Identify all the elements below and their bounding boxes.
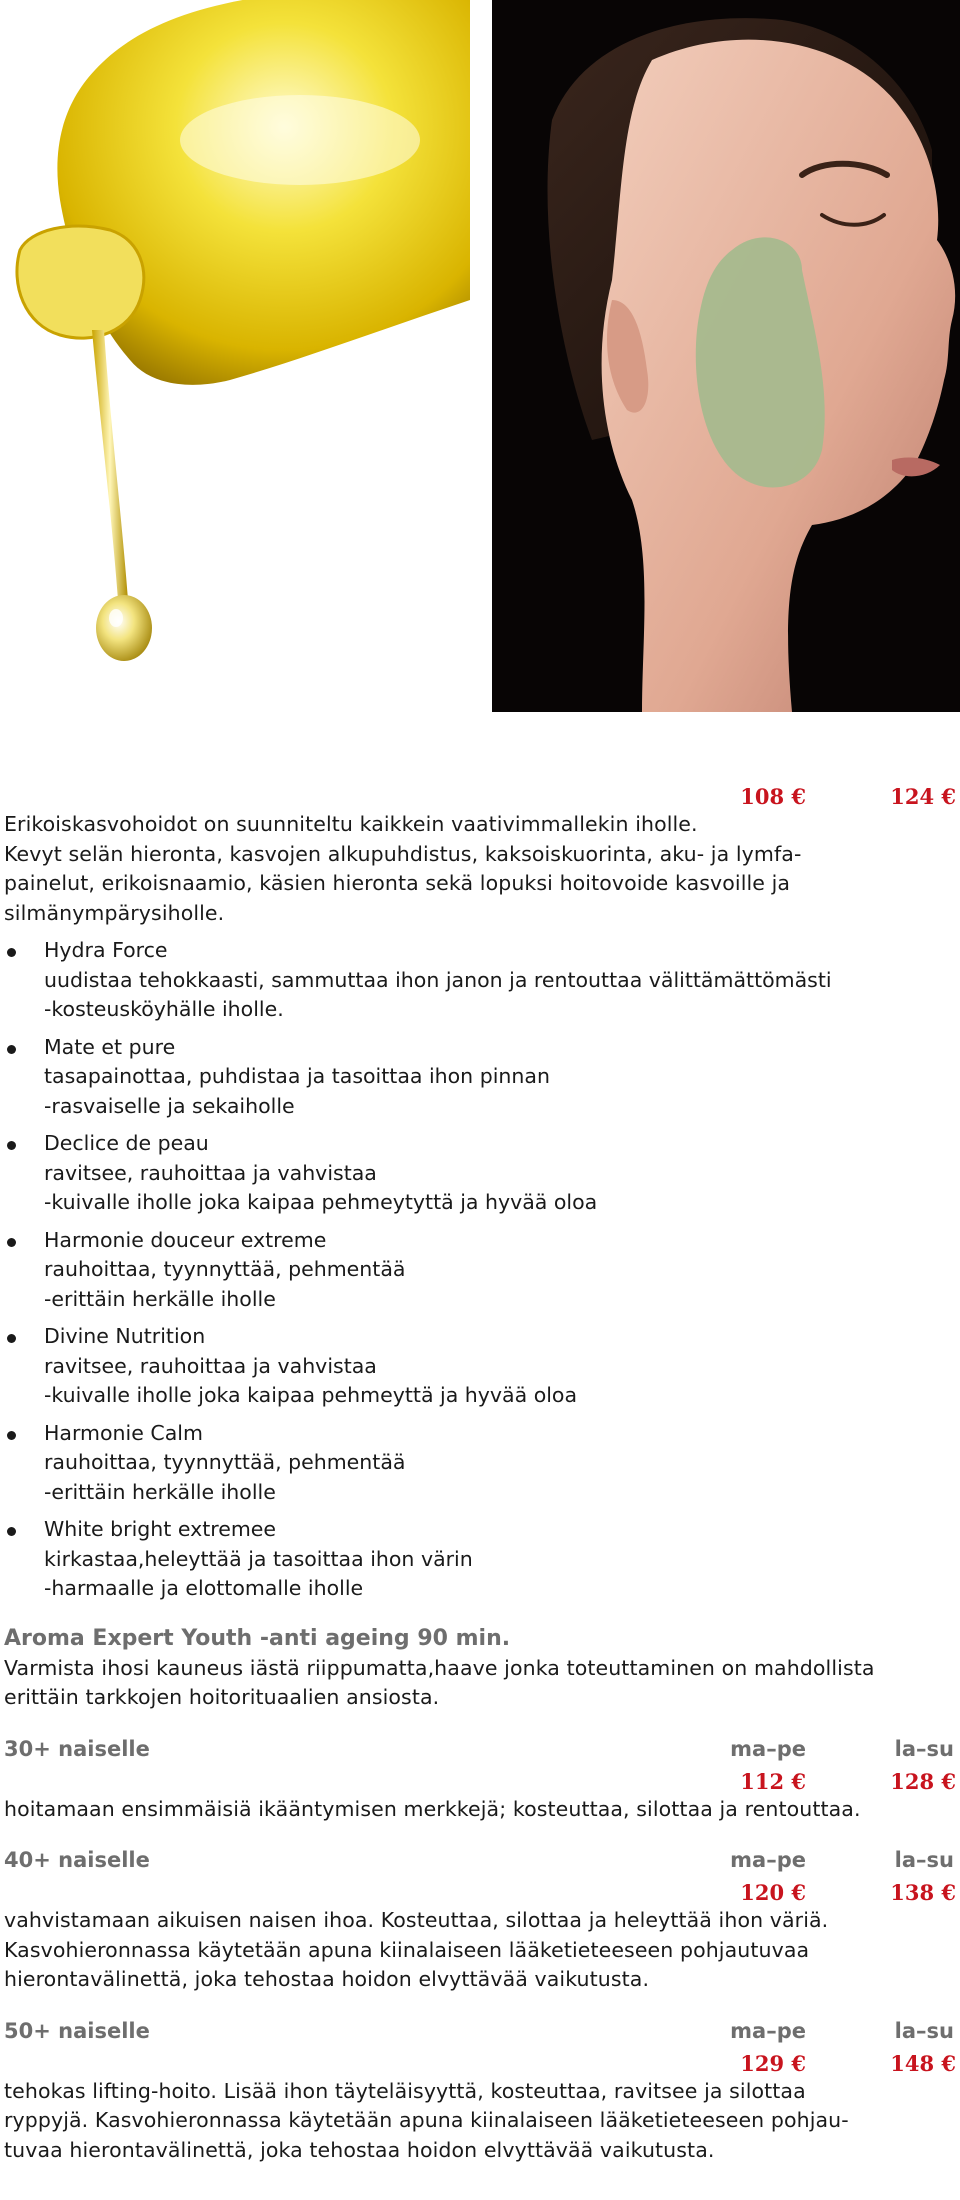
tier-line: vahvistamaan aikuisen naisen ihoa. Kosteuttaa, silottaa ja heleyttää ihon väriä. — [4, 1908, 829, 1932]
tier-line: tehokas lifting-hoito. Lisää ihon täyteläisyyttä, kosteuttaa, ravitsee ja silottaa — [4, 2078, 806, 2103]
bullet-icon — [7, 1527, 16, 1536]
days-weekday: ma–pe — [730, 1848, 806, 1872]
content — [4, 780, 956, 2165]
treatment-name: Hydra Force — [44, 938, 168, 962]
price-weekday: 112 € — [740, 1768, 806, 1794]
treatment-desc: ravitsee, rauhoittaa ja vahvistaa — [44, 1353, 377, 1378]
treatment-name: Declice de peau — [44, 1131, 209, 1155]
days-weekend: la–su — [894, 1736, 954, 1761]
aroma-text — [4, 1654, 956, 1713]
treatment-desc: tasapainottaa, puhdistaa ja tasoittaa ihon pinnan — [44, 1064, 550, 1088]
tier-40-text — [4, 1906, 956, 1995]
treatment-skin: -erittäin herkälle iholle — [44, 1286, 276, 1311]
tier-label: 30+ naiselle — [4, 1736, 150, 1761]
tier-line: Kasvohieronnassa käytetään apuna kiinalaiseen lääketieteeseen pohjautuvaa — [4, 1937, 810, 1962]
tier-label: 50+ naiselle — [4, 2018, 150, 2043]
aroma-title: Aroma Expert Youth -anti ageing 90 min. — [4, 1625, 511, 1651]
tier-line: hoitamaan ensimmäisiä ikääntymisen merkkejä; kosteuttaa, silottaa ja rentouttaa. — [4, 1796, 861, 1821]
treatment-name: Divine Nutrition — [44, 1324, 206, 1348]
treatment-name: Harmonie douceur extreme — [44, 1227, 327, 1252]
treatment-name: Harmonie Calm — [44, 1420, 203, 1445]
treatment-desc: kirkastaa,heleyttää ja tasoittaa ihon värin — [44, 1546, 473, 1571]
price-weekend: 124 € — [890, 784, 956, 809]
bullet-icon — [7, 1238, 16, 1247]
bullet-icon — [7, 948, 16, 957]
oil-drop-icon — [0, 0, 470, 690]
tier-line: tuvaa hierontavälinettä, joka tehostaa hoidon elvyttävää vaikutusta. — [4, 2137, 715, 2162]
intro-line: Kevyt selän hieronta, kasvojen alkupuhdistus, kaksoiskuorinta, aku- ja lymfa- — [4, 841, 802, 866]
treatment-skin: -rasvaiselle ja sekaiholle — [44, 1093, 295, 1118]
treatment-desc: uudistaa tehokkaasti, sammuttaa ihon janon ja rentouttaa välittämättömästi — [44, 967, 832, 992]
days-weekday: ma–pe — [730, 1736, 806, 1761]
intro-line: painelut, erikoisnaamio, käsien hieronta sekä lopuksi hoitovoide kasvoille ja — [4, 871, 791, 895]
tier-30-header — [4, 1735, 956, 1765]
price-weekend: 128 € — [890, 1768, 956, 1794]
treatment-name: Mate et pure — [44, 1034, 176, 1059]
treatment-desc: rauhoittaa, tyynnyttää, pehmentää — [44, 1257, 406, 1281]
treatment-desc: rauhoittaa, tyynnyttää, pehmentää — [44, 1450, 406, 1474]
price-weekday: 120 € — [740, 1880, 806, 1905]
bullet-icon — [7, 1045, 16, 1054]
intro-line: silmänympärysiholle. — [4, 900, 225, 925]
list-item — [4, 1129, 956, 1218]
treatment-skin: -harmaalle ja elottomalle iholle — [44, 1576, 364, 1600]
treatment-list — [4, 936, 956, 1604]
days-weekday: ma–pe — [730, 2018, 806, 2043]
tier-line: ryppyjä. Kasvohieronnassa käytetään apuna kiinalaiseen lääketieteeseen pohjau- — [4, 2108, 849, 2132]
bullet-icon — [7, 1141, 16, 1150]
treatment-skin: -kuivalle iholle joka kaipaa pehmeyttä ja hyvää oloa — [44, 1383, 578, 1407]
tier-line: hierontavälinettä, joka tehostaa hoidon elvyttävää vaikutusta. — [4, 1967, 650, 1991]
intro-line: Erikoiskasvohoidot on suunniteltu kaikkein vaativimmallekin iholle. — [4, 812, 698, 836]
intro-text — [4, 810, 956, 928]
treatment-skin: -kosteusköyhälle iholle. — [44, 997, 284, 1021]
list-item — [4, 1419, 956, 1508]
list-item — [4, 936, 956, 1025]
face-mask-photo — [492, 0, 960, 712]
tier-40-prices — [4, 1876, 956, 1906]
treatment-skin: -kuivalle iholle joka kaipaa pehmeytyttä ja hyvää oloa — [44, 1190, 598, 1214]
aroma-line: Varmista ihosi kauneus iästä riippumatta,haave jonka toteuttaminen on mahdollista — [4, 1655, 875, 1680]
price-weekend: 148 € — [890, 2050, 956, 2076]
treatment-name: White bright extremee — [44, 1517, 277, 1541]
treatment-skin: -erittäin herkälle iholle — [44, 1479, 276, 1504]
tier-50-header — [4, 2017, 956, 2047]
tier-50-text — [4, 2077, 956, 2166]
days-weekend: la–su — [894, 2018, 954, 2043]
tier-30-prices — [4, 1765, 956, 1795]
bullet-icon — [7, 1334, 16, 1343]
oil-drop-photo — [0, 0, 470, 690]
tier-50-prices — [4, 2047, 956, 2077]
days-weekend: la–su — [894, 1848, 954, 1872]
list-item — [4, 1322, 956, 1411]
aroma-line: erittäin tarkkojen hoitorituaalien ansiosta. — [4, 1685, 440, 1709]
bullet-icon — [7, 1431, 16, 1440]
tier-40-header — [4, 1846, 956, 1876]
tier-30-text — [4, 1795, 956, 1825]
list-item — [4, 1033, 956, 1122]
treatment-desc: ravitsee, rauhoittaa ja vahvistaa — [44, 1160, 377, 1185]
tier-label: 40+ naiselle — [4, 1848, 150, 1872]
price-weekend: 138 € — [890, 1880, 956, 1905]
price-weekday: 129 € — [740, 2050, 806, 2076]
price-weekday: 108 € — [740, 784, 806, 809]
intro-price-row — [4, 780, 956, 810]
list-item — [4, 1515, 956, 1604]
list-item — [4, 1226, 956, 1315]
face-mask-icon — [492, 0, 960, 712]
